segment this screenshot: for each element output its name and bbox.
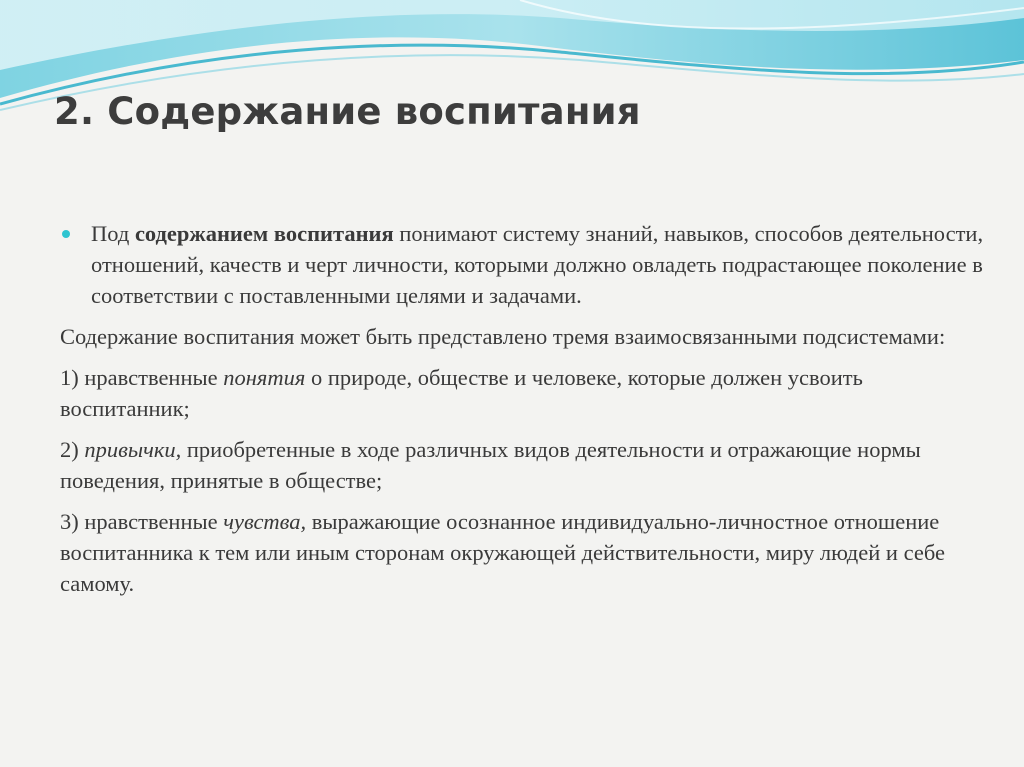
definition-term: содержанием воспитания <box>134 221 394 246</box>
list-item-emphasis: чувства, <box>223 509 307 534</box>
bullet-dot-icon <box>62 230 70 238</box>
intro-paragraph: Содержание воспитания может быть представлено тремя взаимосвязанными подсистемами: <box>60 324 946 349</box>
list-item-emphasis: привычки, <box>84 437 182 462</box>
list-item-emphasis: понятия <box>223 365 306 390</box>
list-item-text: о природе, обществе и человеке, которые должен усвоить воспитанник; <box>60 365 863 421</box>
list-item-text: выражающие осознанное индивидуально-личностное отношение воспитанника к тем или иным сторонам окружающей действительности, миру людей и себе самому. <box>60 509 945 596</box>
list-item-prefix: 1) нравственные <box>60 365 224 390</box>
list-item-prefix: 2) <box>60 437 85 462</box>
definition-text-before: Под <box>91 221 135 246</box>
list-item <box>60 362 990 424</box>
list-item-prefix: 3) нравственные <box>60 509 224 534</box>
list-item <box>60 506 990 599</box>
list-item <box>60 434 990 496</box>
slide-title: 2. Содержание воспитания <box>54 90 641 133</box>
definition-bullet <box>60 218 990 311</box>
slide-body <box>60 218 990 609</box>
definition-text-after: понимают систему знаний, навыков, способов деятельности, отношений, качеств и черт личности, которыми должно овладеть подрастающее поколение в соответствии с поставленными целями и задачами. <box>91 221 984 308</box>
list-item-text: приобретенные в ходе различных видов деятельности и отражающие нормы поведения, принятые в обществе; <box>60 437 921 493</box>
